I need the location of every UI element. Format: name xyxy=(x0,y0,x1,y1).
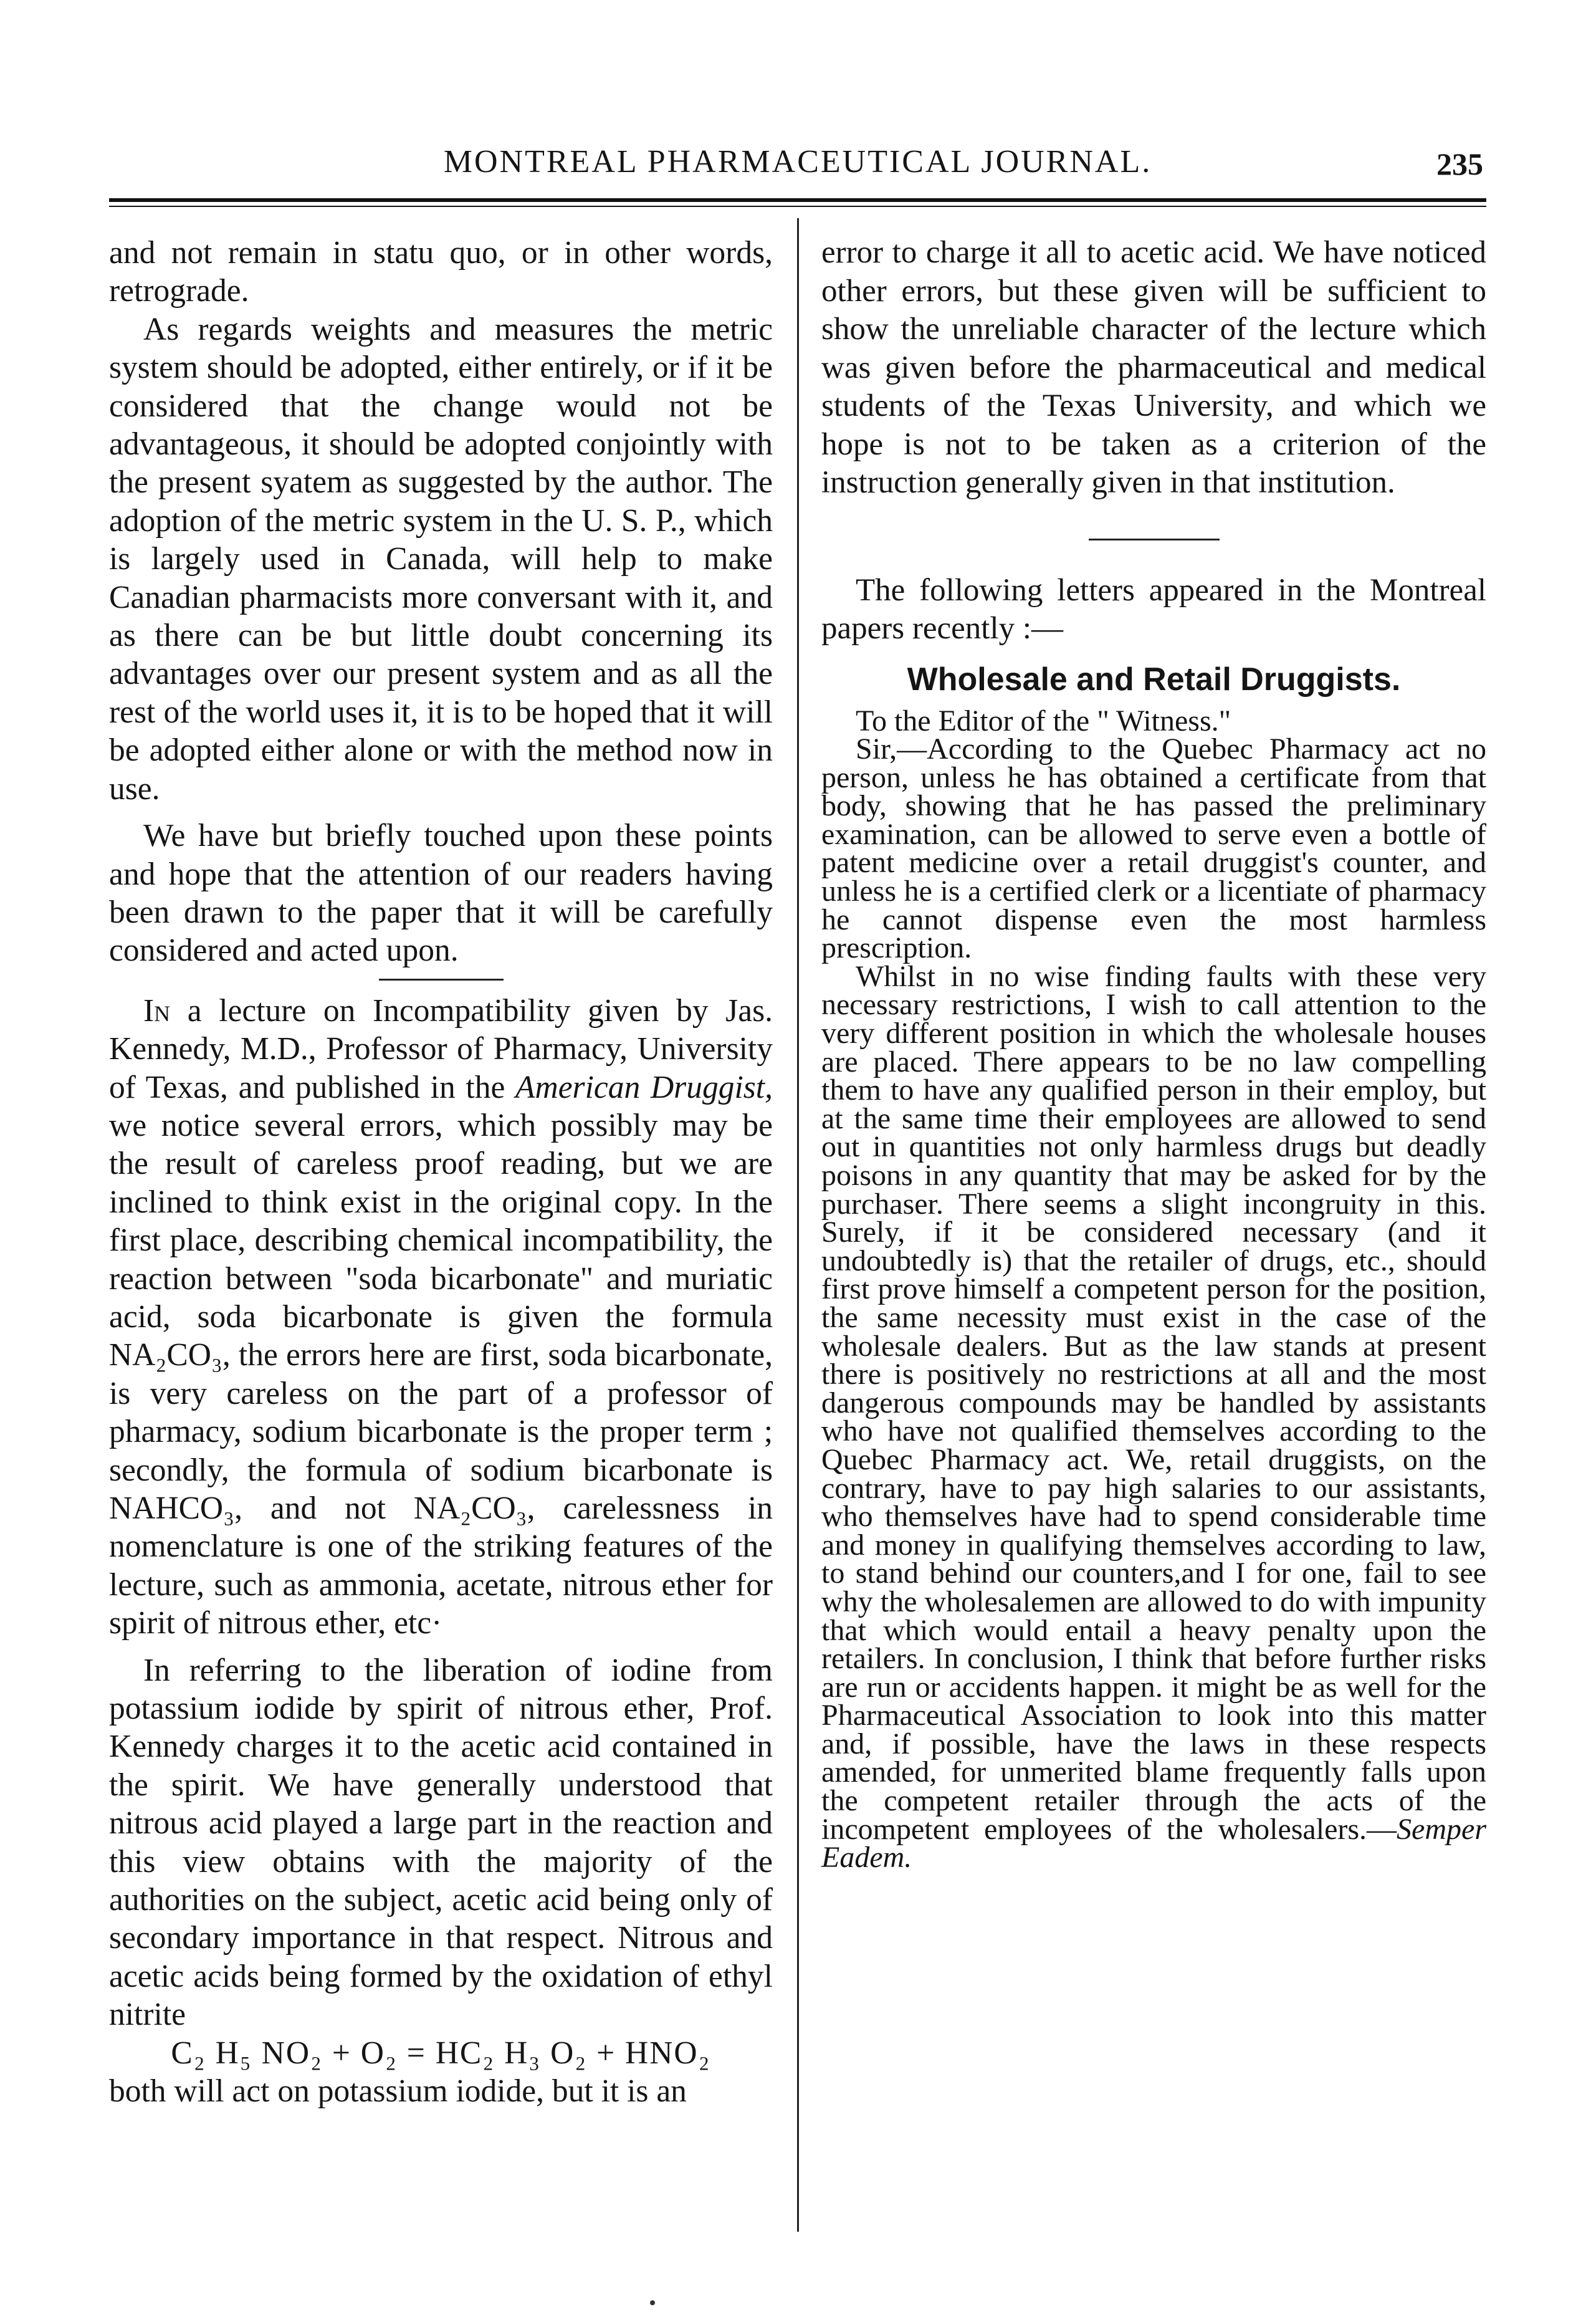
article-heading: Wholesale and Retail Druggists. xyxy=(907,661,1401,698)
salutation: To the Editor of the " Witness." xyxy=(856,704,1231,737)
left-column xyxy=(109,234,773,2111)
journal-title: MONTREAL PHARMACEUTICAL JOURNAL. xyxy=(443,144,1152,180)
print-mark xyxy=(650,2300,655,2305)
paragraph: error to charge it all to acetic acid. We have noticed other errors, but these given will be sufficient to show the unreliable character of the lecture which was given before the pharmaceutical and medical students of the Texas University, and which we hope is not to be taken as a criterion of the instruction generally given in that institution. xyxy=(821,235,1486,500)
chemical-equation: C₂ H₅ NO₂ + O₂ = HC₂ H₃ O₂ + HNO₂ xyxy=(171,2035,711,2071)
header-rule-thin xyxy=(109,206,1486,207)
section-divider xyxy=(379,979,504,981)
header-rule-thick xyxy=(109,198,1486,202)
paragraph xyxy=(109,992,773,1643)
drop-word: In xyxy=(143,992,171,1029)
paragraph: The following letters appeared in the Montreal papers recently :— xyxy=(821,572,1486,646)
letter xyxy=(821,704,1486,1875)
text-run: Whilst in no wise finding faults with these very necessary restrictions, I wish to call attention to the very different position in which the wholesale houses are placed. There appears to be no law compelling them to have any qualified person in their employ, but at the same time their employees are allowed to send out in quantities not only harmless drugs but deadly poisons in any quantity that may be asked for by the purchaser. There seems a slight incongruity in this. Surely, if it be considered necessary (and it undoubtedly is) that the retailer of drugs, etc., should first prove himself a competent person for the position, the same necessity must exist in the case of the wholesale dealers. But as the law stands at present there is positively no restrictions at all and the most dangerous compounds may be handled by assistants who have not qualified themselves according to the Quebec Pharmacy act. We, retail druggists, on the contrary, have to pay high salaries to our assistants, who themselves have had to spend considerable time and money in qualifying themselves according to law, to stand behind our counters,and I for one, fail to see why the wholesalemen are allowed to do with impunity that which would entail a heavy penalty upon the retailers. In conclusion, I think that before further risks are run or accidents happen. it might be as well for the Pharmaceutical Association to look into this matter and, if possible, have the laws in these respects amended, for unmerited blame frequently falls upon the competent retailer through the acts of the incompetent employees of the wholesalers.— xyxy=(821,959,1486,1846)
paragraph: Sir,—According to the Quebec Pharmacy act no person, unless he has obtained a certificate from that body, showing that he has passed the preliminary examination, can be allowed to serve even a bottle of patent medicine over a retail druggist's counter, and unless he is a certified clerk or a licentiate of pharmacy he cannot dispense even the most harmless prescription. xyxy=(821,732,1486,965)
right-column xyxy=(821,234,1486,1875)
paragraph: In referring to the liberation of iodine from potassium iodide by spirit of nitrous ether, Prof. Kennedy charges it to the acetic acid contained in the spirit. We have generally understood that nitrous acid played a large part in the reaction and this view obtains with the majority of the authorities on the subject, acetic acid being only of secondary importance in that respect. Nitrous and acetic acids being formed by the oxidation of ethyl nitrite xyxy=(109,1652,773,2033)
paragraph: We have but briefly touched upon these points and hope that the attention of our readers having been drawn to the paper that it will be carefully considered and acted upon. xyxy=(109,818,773,969)
journal-name: American Druggist, xyxy=(515,1069,773,1105)
column-divider xyxy=(797,218,799,2232)
paragraph xyxy=(821,959,1486,1875)
text-run: a lecture on Incompatibility given by Jas. Kennedy, M.D., Professor of Pharmacy, University of Texas, and published in the xyxy=(109,992,773,1105)
section-divider xyxy=(1089,539,1220,540)
text-run: we notice several errors, which possibly may be the result of careless proof reading, but we are inclined to think exist in the original copy. In the first place, describing chemical incompatibility, the reaction between "soda bicarbonate" and muriatic acid, soda bicarbonate is given the formula NA₂CO₃, the errors here are first, soda bicarbonate, is very careless on the part of a professor of pharmacy, sodium bicarbonate is the proper term ; secondly, the formula of sodium bicarbonate is NAHCO₃, and not NA₂CO₃, carelessness in nomenclature is one of the striking features of the lecture, such as ammonia, acetate, nitrous ether for spirit of nitrous ether, etc· xyxy=(109,1107,773,1641)
page-number: 235 xyxy=(1436,146,1483,181)
page-header xyxy=(106,143,1489,193)
paragraph: both will act on potassium iodide, but it is an xyxy=(109,2073,687,2110)
paragraph: As regards weights and measures the metric system should be adopted, either entirely, or if it be considered that the change would not be advantageous, it should be adopted conjointly with the present syatem as suggested by the author. The adoption of the metric system in the U. S. P., which is largely used in Canada, will help to make Canadian pharmacists more conversant with it, and as there can be but little doubt concerning its advantages over our present system and as all the rest of the world uses it, it is to be hoped that it will be adopted either alone or with the method now in use. xyxy=(109,311,773,807)
signature: Semper Eadem. xyxy=(821,1812,1486,1875)
paragraph: and not remain in statu quo, or in other words, retrograde. xyxy=(109,235,773,309)
